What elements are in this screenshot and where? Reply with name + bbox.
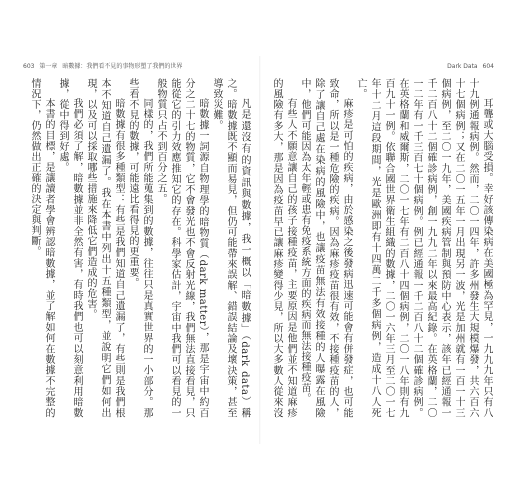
book-gutter — [259, 56, 261, 444]
right-paragraph-2: 麻疹是可怕的疾病，由於感染之後發病迅速可能會有併發症，也可能致命，所以是一種危險的疾病。因為麻疹疫苗很有效，不接種疫苗的人，除了讓自己處在染病的風險中，也讓疫苗無法有效接種的人曝露在風險中，他們可能因為太年輕或患有免疫系統方面的疾病而無法接種疫苗。 — [299, 78, 352, 418]
left-paragraph-2: 暗數據一詞源自物理學的暗物質（dark matter），那是宇宙中約百分之二十七的物質，它不會發光也不會反射光線，我們無法直接看見，只能從它的引力效應推知它的存在。科學家估計，宇宙中我們可以看見的一般物質只占不到百分之五。 — [155, 78, 208, 418]
left-page-number: 603 — [23, 63, 35, 70]
left-paragraph-4: 暗數據有很多種類型：有些是我們知道自己遺漏了，有些則是我們根本不知道自己遺漏了。我在本書中列出十五種類型，並說明它們如何出現，以及可以採取哪些措施來降低它們造成的危害。 — [85, 78, 124, 418]
right-page-number: 604 — [482, 63, 494, 70]
right-page — [263, 56, 499, 444]
right-running-head — [447, 64, 497, 70]
left-body-text — [29, 78, 251, 418]
left-chapter-label: 第一章 — [39, 63, 58, 70]
right-body-text — [271, 78, 493, 418]
right-book-title: Dark Data — [447, 63, 478, 70]
left-running-head — [23, 64, 185, 70]
left-chapter-title: 暗數據：我們看不見的事物形塑了我們的世界 — [62, 63, 183, 70]
right-paragraph-3: 有些人不願意讓自己的孩子接種疫苗，主要原因是他們並不知道麻疹的風險有多大，那是因為疫苗早已讓麻疹變得少見，所以大多數人從來沒 — [271, 78, 296, 418]
left-page — [21, 56, 257, 444]
right-paragraph-1: 耳聾或大腦受損。幸好該傳染病在美國極為罕見，一九九九年只有八十九例通報病例。然而，二〇一四年，許多州發生大規模爆發，共六百六十七個病例；又在二〇一五年一月出現另一波，光是加州就有一百一十三個病例，至二〇一九年，美國疾病管制與預防中心表示，該年已經通報一千二百八十二個確診病例，創一九九二年以來最高紀錄。在英格蘭，二〇一二年有一千三百七十個病例。例已經通報一千二百八十二個確診病例。在英格蘭和威爾斯，二〇一七年有二百八十四個病例，二〇一八年則有九百九十一例。依聯合國世界衛生組織的數據，二〇一六年三月至二〇一七年十二月這段期間，光是歐洲即有十四萬二千多個病例，造成十八人死亡。 — [355, 78, 492, 418]
left-paragraph-1: 凡是還沒有的資訊與數據，我一概以「暗數據」（dark data）稱之。暗數據既不顯而易見，但仍可能帶來誤解、錯誤結論及壞決策，甚至導致災難。 — [211, 78, 250, 418]
left-paragraph-3: 同樣的，我們所能蒐集到的數據，往往只是真實世界的一小部分。那些看不見的數據，可能遠比看得見的更重要。 — [127, 78, 152, 418]
book-spread — [21, 56, 499, 444]
left-paragraph-5: 我們必須了解，暗數據並非全然有害，有時我們也可以刻意利用暗數據，從中得到好處。 — [57, 78, 82, 418]
left-paragraph-6: 本書的目標，是讓讀者學會辨認暗數據，並了解如何在數據不完整的情況下，仍然做出正確的決定與判斷。 — [29, 78, 54, 418]
